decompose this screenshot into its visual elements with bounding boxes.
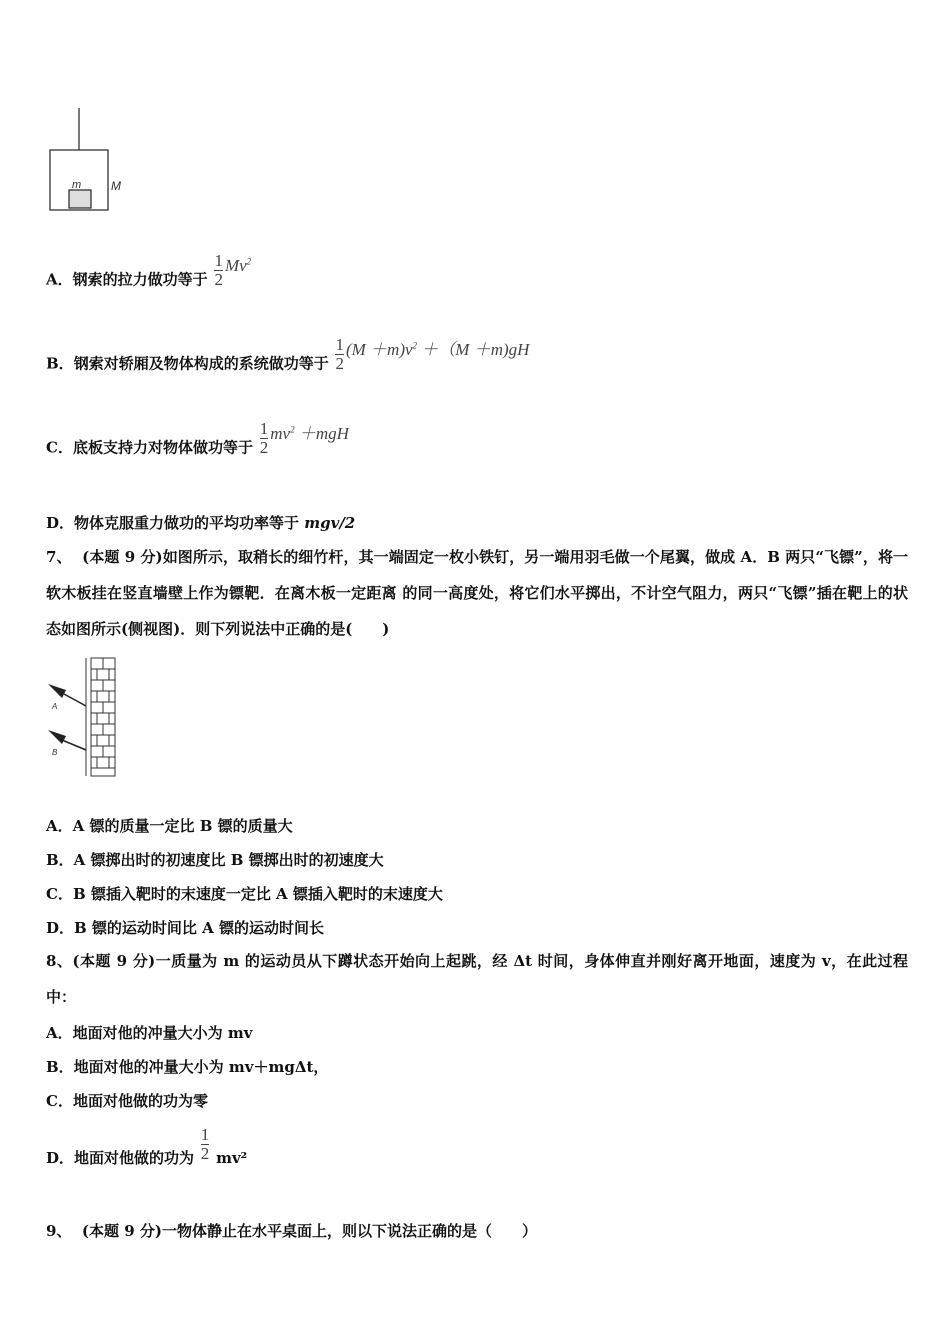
q9-stem: 9、 (本题 9 分)一物体静止在水平桌面上，则以下说法正确的是（ ） <box>46 1222 537 1240</box>
formula: $mv^2 +mgH$ <box>270 423 349 443</box>
fraction: $\frac{1}{2}$ <box>200 1125 210 1163</box>
q7-option-b: B．A 镖掷出时的初速度比 B 镖掷出时的初速度大 <box>46 851 384 869</box>
q7-stem: 7、 (本题 9 分)如图所示，取稍长的细竹杆，其一端固定一枚小铁钉，另一端用羽毛做一个尾翼，做成 A．B 两只“飞镖”，将一软木板挂在竖直墙壁上作为镖靶．在离木板一定距离 的同一高度处，将它们水平掷出，不计空气阻力，两只“飞镖”插在靶上的状 态如图所示(侧视图)．则下列说法中正确的是( ) <box>46 548 909 638</box>
q7-option-c: C．B 镖插入靶时的末速度一定比 A 镖插入靶时的末速度大 <box>46 885 443 903</box>
elevator-figure <box>44 104 144 216</box>
fraction: $\frac{1}{2}$ <box>335 335 344 373</box>
q8-stem: 8、(本题 9 分)一质量为 m 的运动员从下蹲状态开始向上起跳，经 Δt 时间，身体伸直并刚好离开地面，速度为 v，在此过程中： <box>46 952 909 1006</box>
option-prefix: A． <box>46 270 73 289</box>
option-text: 钢索的拉力做功等于 <box>72 270 208 289</box>
fraction: $\frac{1}{2}$ <box>214 251 223 289</box>
dart-b <box>48 730 86 750</box>
q7-option-a: A．A 镖的质量一定比 B 镖的质量大 <box>46 817 293 835</box>
q6-option-c: C．底板支持力对物体做功等于 $\frac{1}{2}$ $mv^2 +mgH$ <box>46 419 349 457</box>
fraction: $\frac{1}{2}$ <box>259 419 269 457</box>
block-label-m: m <box>72 179 82 191</box>
q7-option-d: D．B 镖的运动时间比 A 镖的运动时间长 <box>46 919 324 937</box>
q8-option-c: C．地面对他做的功为零 <box>46 1092 208 1110</box>
formula: Mv$^2$ <box>224 255 252 275</box>
q8-option-a: A．地面对他的冲量大小为 mv <box>46 1024 253 1042</box>
dart-label-a: A <box>52 702 58 711</box>
dart-label-b: B <box>52 748 58 757</box>
q6-option-b: B．钢索对轿厢及物体构成的系统做功等于 $\frac{1}{2}$ $(M +m)v^2 +(M +m)gH$ <box>46 335 530 373</box>
q8-option-d: D．地面对他做的功为 $\frac{1}{2}$ mv² <box>46 1125 248 1167</box>
darts-figure <box>44 656 120 780</box>
q6-option-d: D．物体克服重力做功的平均功率等于 mgv/2 <box>46 514 356 532</box>
q8-option-b: B．地面对他的冲量大小为 mv＋mgΔt， <box>46 1058 329 1076</box>
formula: $(M +m)v^2 +(M +m)gH$ <box>345 339 530 359</box>
box-label-M: M <box>111 179 121 193</box>
q6-option-a <box>46 251 252 299</box>
